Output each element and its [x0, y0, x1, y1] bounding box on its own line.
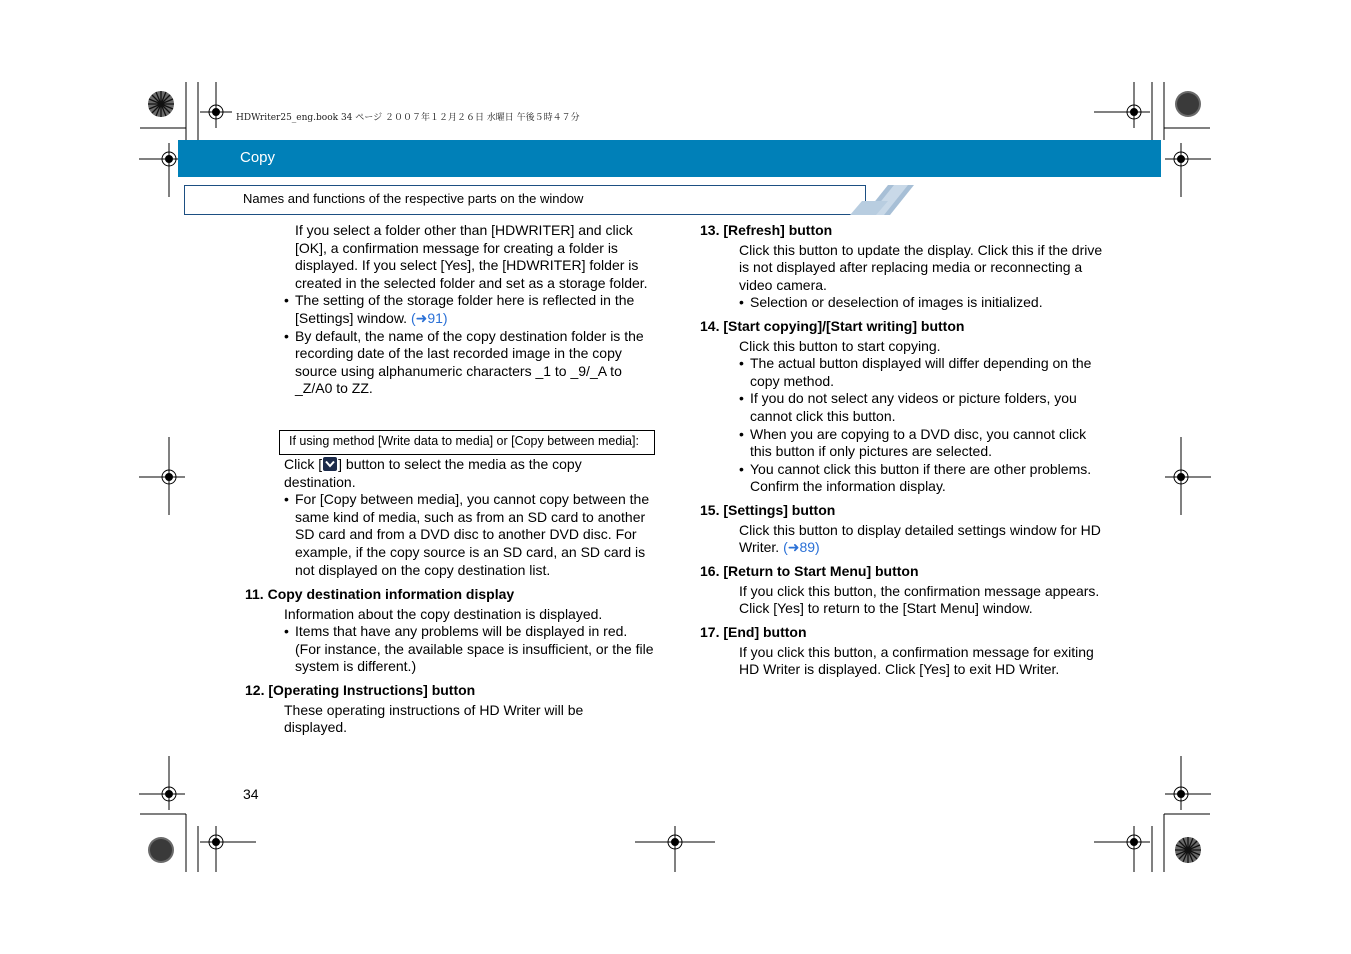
section-heading: 15. [Settings] button	[700, 502, 836, 518]
bullet-dot: •	[739, 294, 744, 311]
section-heading: 14. [Start copying]/[Start writing] button	[700, 318, 965, 334]
section-body: If you click this button, a confirmation message for exiting HD Writer is displayed. Click [Yes] to exit HD Writer.	[739, 643, 1094, 678]
list-item-text: If you do not select any videos or picture folders, you cannot click this button.	[750, 390, 1077, 424]
subheader-title: Names and functions of the respective parts on the window	[243, 191, 584, 206]
section-body: Click this button to update the display. Click this if the drive is not displayed after replacing media or reconnecting a video camera.	[739, 241, 1103, 293]
list-item	[739, 426, 1110, 461]
list-item	[739, 390, 1110, 425]
list-item-text: The actual button displayed will differ depending on the copy method.	[750, 355, 1092, 389]
bullet-dot: •	[284, 623, 289, 640]
subheader-bar	[184, 185, 866, 215]
list-item-text: You cannot click this button if there are other problems. Confirm the information display.	[750, 460, 1092, 495]
print-header: HDWriter25_eng.book 34 ページ ２００７年１２月２６日 水曜日 午後５時４７分	[236, 113, 580, 123]
section-banner	[178, 140, 1161, 177]
bullet-dot: •	[284, 292, 289, 309]
click-instruction	[284, 456, 656, 491]
bullet-dot: •	[739, 425, 744, 442]
list-item	[739, 461, 1110, 496]
subheader-stripes	[832, 185, 914, 215]
list-item-text: Selection or deselection of images is initialized.	[750, 294, 1043, 311]
page-reference-link[interactable]: (➜91)	[410, 309, 448, 326]
page-number: 34	[243, 786, 259, 802]
section-16	[700, 563, 1110, 618]
dropdown-arrow-icon	[323, 457, 337, 471]
section-body: Information about the copy destination is displayed.	[284, 605, 603, 622]
section-heading: 17. [End] button	[700, 624, 807, 640]
intro-paragraph: If you select a folder other than [HDWRITER] and click [OK], a confirmation message for creating a folder is displayed. If you select [Yes], the [HDWRITER] folder is created in the selected folder and set as a storage folder.	[295, 222, 648, 291]
bullet-dot: •	[284, 491, 289, 508]
method-note-box	[279, 430, 655, 455]
list-item	[284, 328, 656, 398]
bullet-dot: •	[739, 355, 744, 372]
section-17	[700, 624, 1110, 679]
click-text-post: ] button to select the media as the copy destination.	[284, 456, 582, 490]
section-heading: 16. [Return to Start Menu] button	[700, 563, 919, 579]
section-13	[700, 222, 1110, 312]
bullet-dot: •	[739, 390, 744, 407]
section-body: Click this button to start copying.	[739, 337, 941, 354]
list-item	[284, 292, 656, 327]
list-item-text: By default, the name of the copy destination folder is the recording date of the last recorded image in the copy source using alphanumeric characters _1 to _9/_A to _Z/A0 to ZZ.	[295, 327, 644, 397]
section-14	[700, 318, 1110, 496]
bullet-dot: •	[739, 460, 744, 477]
section-body: These operating instructions of HD Writer will be displayed.	[284, 701, 584, 736]
bullet-dot: •	[284, 327, 289, 344]
section-body-text: Click this button to display detailed settings window for HD Writer.	[739, 521, 1101, 556]
click-text-pre: Click [	[284, 456, 323, 472]
list-item	[284, 623, 656, 676]
section-heading: 12. [Operating Instructions] button	[245, 682, 476, 698]
section-15	[700, 502, 1110, 557]
list-item-text: The setting of the storage folder here is reflected in the [Settings] window.	[295, 292, 635, 326]
section-body	[739, 522, 1110, 557]
section-heading: 11. Copy destination information display	[245, 586, 515, 602]
section-11	[245, 586, 656, 676]
page-reference-link[interactable]: (➜89)	[783, 539, 820, 556]
left-column-top	[284, 222, 656, 398]
section-heading: 13. [Refresh] button	[700, 222, 833, 238]
section-body: If you click this button, the confirmation message appears. Click [Yes] to return to the [Start Menu] window.	[739, 582, 1100, 617]
list-item-text: Items that have any problems will be displayed in red. (For instance, the available space is insufficient, or the file system is different.)	[295, 623, 654, 675]
left-column-middle	[284, 456, 656, 579]
list-item	[284, 491, 656, 579]
list-item-text: When you are copying to a DVD disc, you cannot click this button if only pictures are selected.	[750, 425, 1087, 460]
method-note-text: If using method [Write data to media] or [Copy between media]:	[289, 434, 639, 448]
list-item	[739, 294, 1110, 312]
list-item	[739, 355, 1110, 390]
section-title: Copy	[240, 149, 276, 166]
section-12	[245, 682, 656, 737]
list-item-text: For [Copy between media], you cannot copy between the same kind of media, such as from an SD card to another SD card and from a DVD disc to another DVD disc. For example, if the copy source is an SD card, an SD card is not displayed on the copy destination list.	[295, 491, 650, 578]
